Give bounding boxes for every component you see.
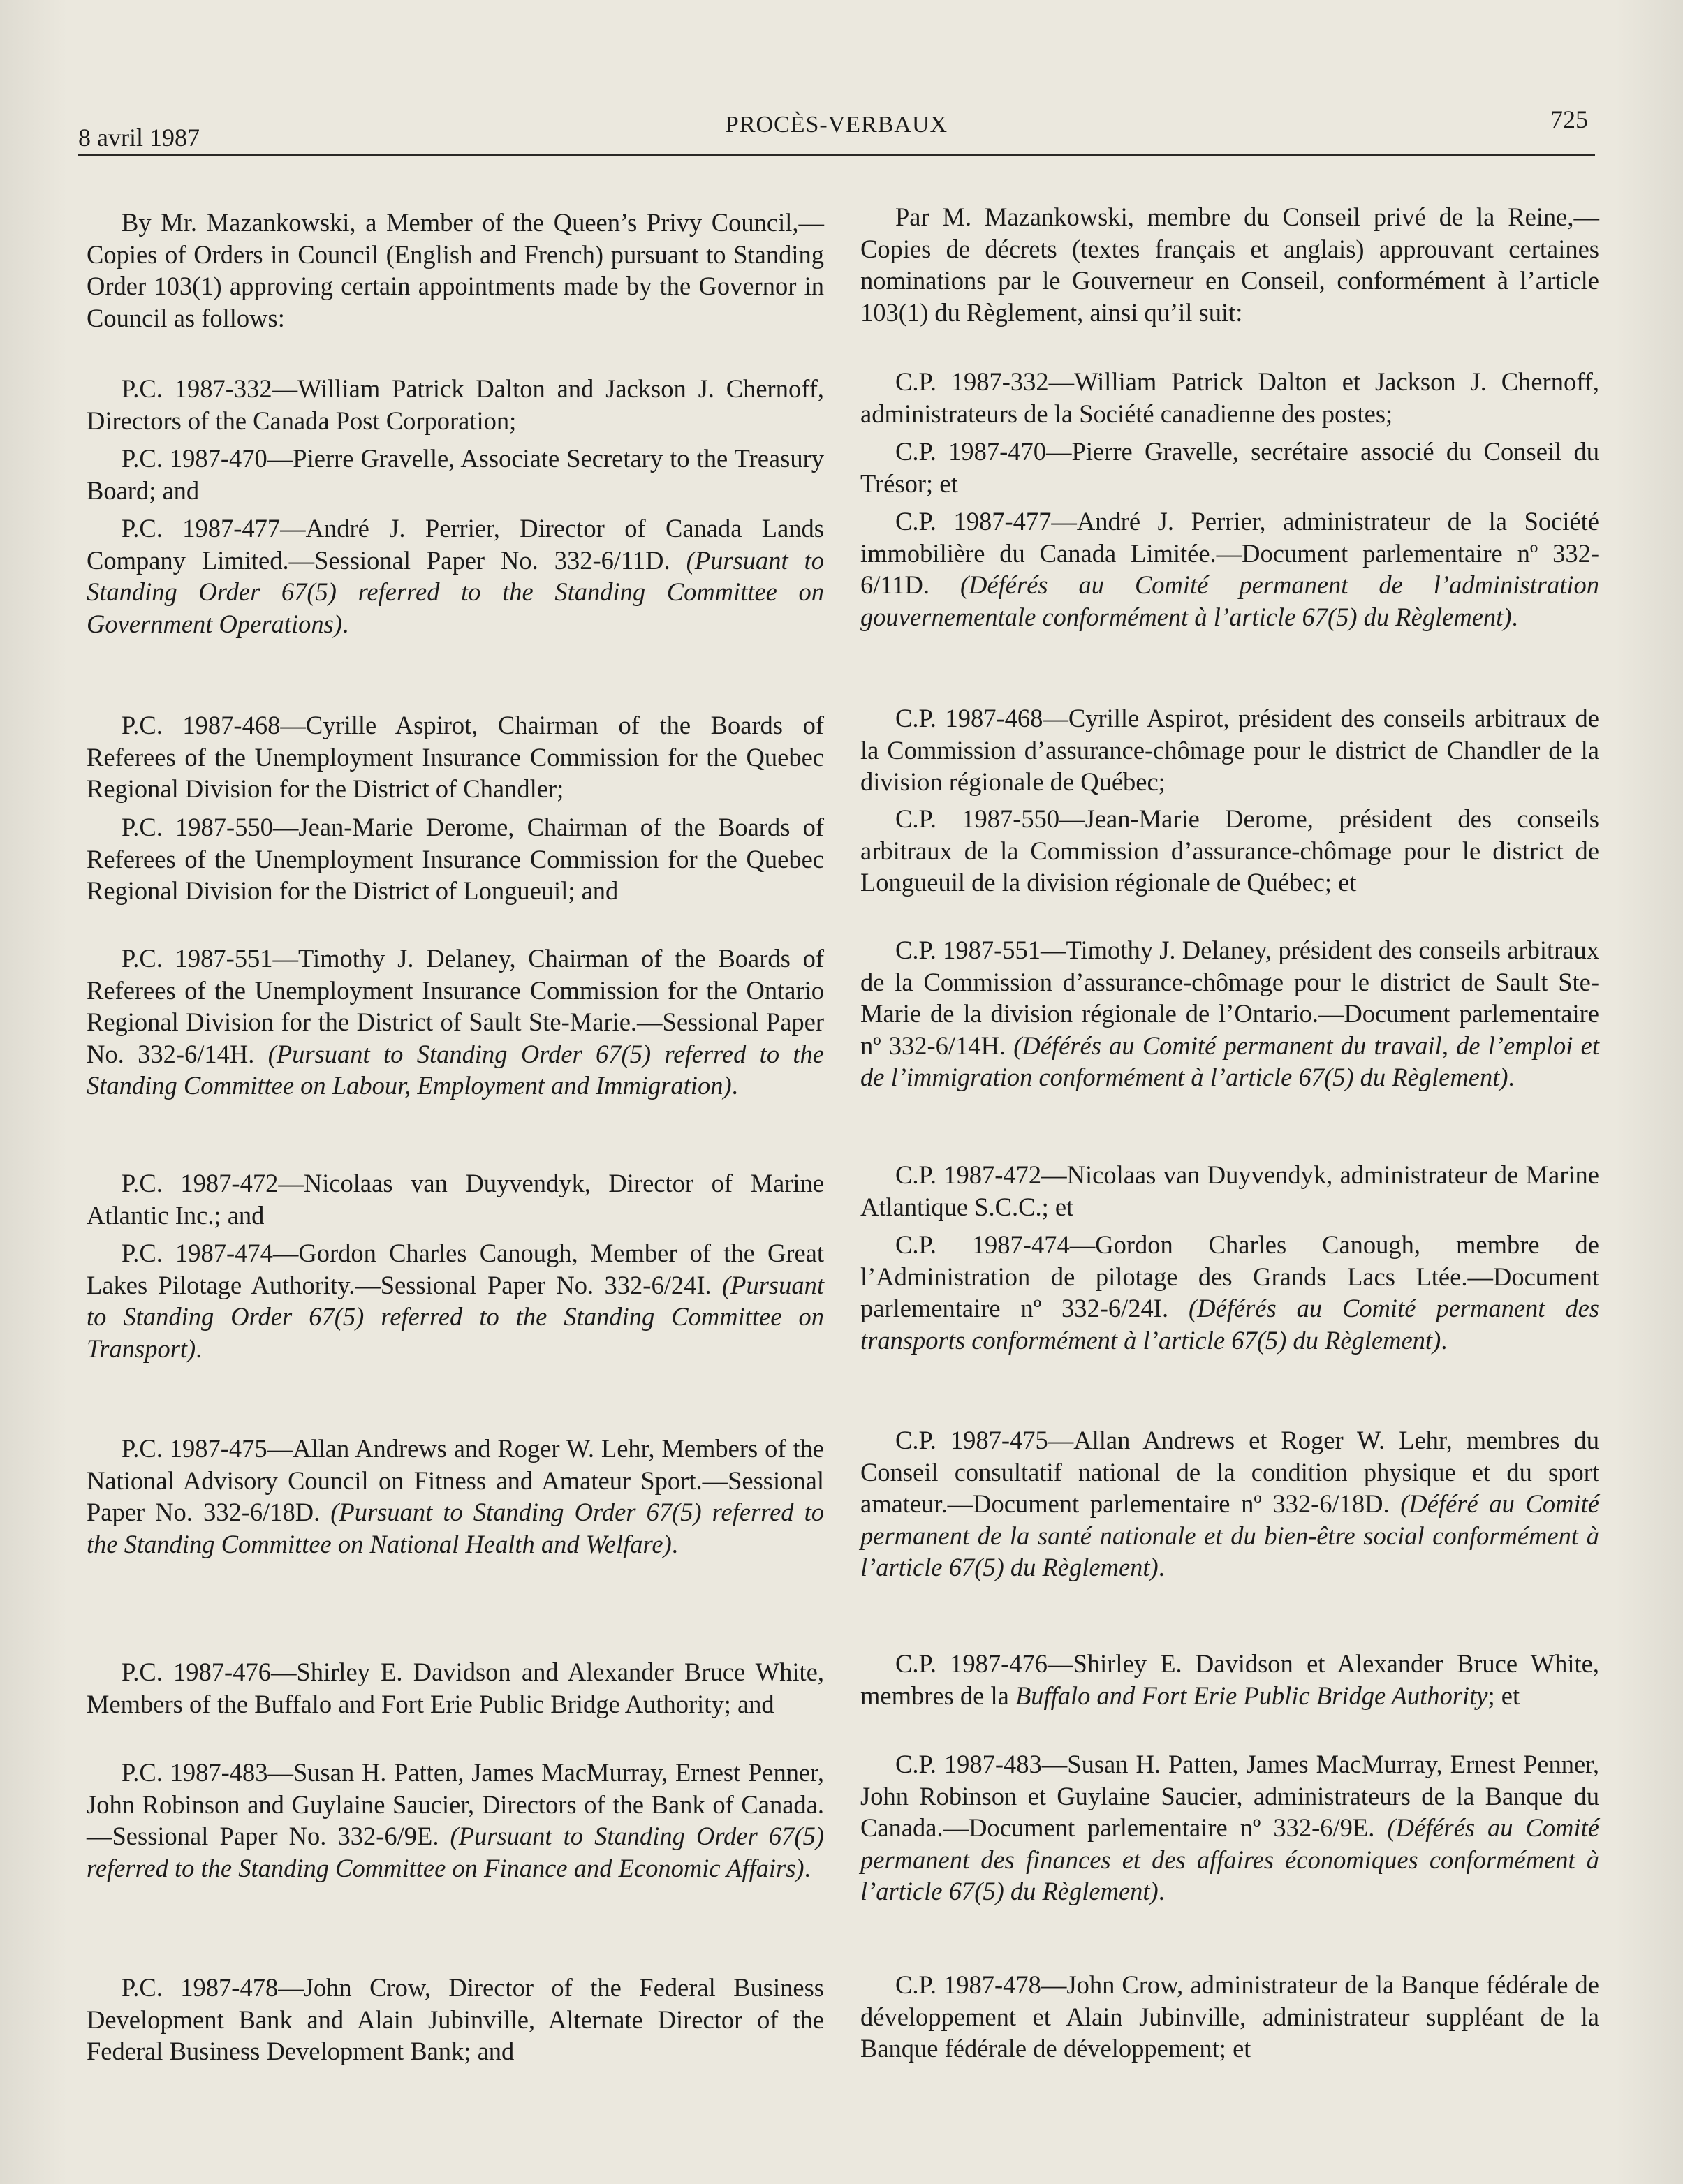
paragraph: C.P. 1987-476—Shirley E. Davidson et Alexander Bruce White, membres de la Buffalo and Fort Erie Public Bridge Authority; et	[860, 1649, 1599, 1710]
page-header	[78, 105, 1595, 156]
paragraph: P.C. 1987-468—Cyrille Aspirot, Chairman of the Boards of Referees of the Unemployment Insurance Commission for the Quebec Regional Division for the District of Chandler;	[87, 711, 824, 803]
paragraph: C.P. 1987-550—Jean-Marie Derome, président des conseils arbitraux de la Commission d’assurance-chômage pour le district de Longueuil de la division régionale de Québec; et	[860, 804, 1599, 897]
paragraph: P.C. 1987-470—Pierre Gravelle, Associate Secretary to the Treasury Board; and	[87, 444, 824, 505]
paragraph: By Mr. Mazankowski, a Member of the Queen’s Privy Council,—Copies of Orders in Council (English and French) pursuant to Standing Order 103(1) approving certain appointments made by the Governor in Council as follows:	[87, 208, 824, 332]
paragraph: P.C. 1987-478—John Crow, Director of the Federal Business Development Bank and Alain Jubinville, Alternate Director of the Federal Business Development Bank; and	[87, 1973, 824, 2065]
paragraph: P.C. 1987-483—Susan H. Patten, James MacMurray, Ernest Penner, John Robinson and Guylaine Saucier, Directors of the Bank of Canada.—Sessional Paper No. 332-6/9E. (Pursuant to Standing Order 67(5) referred to the Standing Committee on Finance and Economic Affairs).	[87, 1758, 824, 1882]
paragraph: C.P. 1987-470—Pierre Gravelle, secrétaire associé du Conseil du Trésor; et	[860, 437, 1599, 498]
page-number: 725	[1550, 105, 1588, 133]
paragraph: P.C. 1987-475—Allan Andrews and Roger W. Lehr, Members of the National Advisory Council on Fitness and Amateur Sport.—Sessional Paper No. 332-6/18D. (Pursuant to Standing Order 67(5) referred to the Standing Committee on National Health and Welfare).	[87, 1434, 824, 1558]
paragraph: C.P. 1987-483—Susan H. Patten, James MacMurray, Ernest Penner, John Robinson et Guylaine Saucier, administrateurs de la Banque du Canada.—Document parlementaire nº 332-6/9E. (Déférés au Comité permanent des finances et des affaires économiques conformément à l’article 67(5) du Règlement).	[860, 1750, 1599, 1905]
paragraph: P.C. 1987-477—André J. Perrier, Director of Canada Lands Company Limited.—Sessional Paper No. 332-6/11D. (Pursuant to Standing Order 67(5) referred to the Standing Committee on Government Operations).	[87, 514, 824, 638]
paragraph: C.P. 1987-474—Gordon Charles Canough, membre de l’Administration de pilotage des Grands Lacs Ltée.—Document parlementaire nº 332-6/24I. (Déférés au Comité permanent des transports conformément à l’article 67(5) du Règlement).	[860, 1230, 1599, 1355]
paragraph: C.P. 1987-472—Nicolaas van Duyvendyk, administrateur de Marine Atlantique S.C.C.; et	[860, 1160, 1599, 1221]
paragraph: C.P. 1987-478—John Crow, administrateur de la Banque fédérale de développement et Alain Jubinville, administrateur suppléant de la Banque fédérale de développement; et	[860, 1970, 1599, 2063]
paragraph: P.C. 1987-472—Nicolaas van Duyvendyk, Director of Marine Atlantic Inc.; and	[87, 1169, 824, 1230]
header-date: 8 avril 1987	[78, 124, 200, 152]
paragraph: C.P. 1987-477—André J. Perrier, administrateur de la Société immobilière du Canada Limitée.—Document parlementaire nº 332-6/11D. (Déférés au Comité permanent de l’administration gouvernementale conformément à l’article 67(5) du Règlement).	[860, 507, 1599, 631]
paragraph: C.P. 1987-551—Timothy J. Delaney, président des conseils arbitraux de la Commission d’assurance-chômage pour le district de Sault Ste-Marie de la division régionale de l’Ontario.—Document parlementaire nº 332-6/14H. (Déférés au Comité permanent du travail, de l’emploi et de l’immigration conformément à l’article 67(5) du Règlement).	[860, 936, 1599, 1091]
paragraph: C.P. 1987-468—Cyrille Aspirot, président des conseils arbitraux de la Commission d’assurance-chômage pour le district de Chandler de la division régionale de Québec;	[860, 704, 1599, 796]
paragraph: Par M. Mazankowski, membre du Conseil privé de la Reine,—Copies de décrets (textes français et anglais) approuvant certaines nominations par le Gouverneur en Conseil, conformément à l’article 103(1) du Règlement, ainsi qu’il suit:	[860, 202, 1599, 327]
paragraph: P.C. 1987-551—Timothy J. Delaney, Chairman of the Boards of Referees of the Unemployment Insurance Commission for the Ontario Regional Division for the District of Sault Ste-Marie.—Sessional Paper No. 332-6/14H. (Pursuant to Standing Order 67(5) referred to the Standing Committee on Labour, Employment and Immigration).	[87, 944, 824, 1100]
paragraph: P.C. 1987-474—Gordon Charles Canough, Member of the Great Lakes Pilotage Authority.—Sessional Paper No. 332-6/24I. (Pursuant to Standing Order 67(5) referred to the Standing Committee on Transport).	[87, 1239, 824, 1363]
paragraph: P.C. 1987-476—Shirley E. Davidson and Alexander Bruce White, Members of the Buffalo and Fort Erie Public Bridge Authority; and	[87, 1658, 824, 1718]
paragraph: P.C. 1987-550—Jean-Marie Derome, Chairman of the Boards of Referees of the Unemployment Insurance Commission for the Quebec Regional Division for the District of Longueuil; and	[87, 813, 824, 905]
paragraph: C.P. 1987-475—Allan Andrews et Roger W. Lehr, membres du Conseil consultatif national de la condition physique et du sport amateur.—Document parlementaire nº 332-6/18D. (Déféré au Comité permanent de la santé nationale et du bien-être social conformément à l’article 67(5) du Règlement).	[860, 1426, 1599, 1581]
header-title: PROCÈS-VERBAUX	[725, 112, 948, 138]
paragraph: P.C. 1987-332—William Patrick Dalton and Jackson J. Chernoff, Directors of the Canada Post Corporation;	[87, 374, 824, 435]
paragraph: C.P. 1987-332—William Patrick Dalton et Jackson J. Chernoff, administrateurs de la Société canadienne des postes;	[860, 367, 1599, 428]
